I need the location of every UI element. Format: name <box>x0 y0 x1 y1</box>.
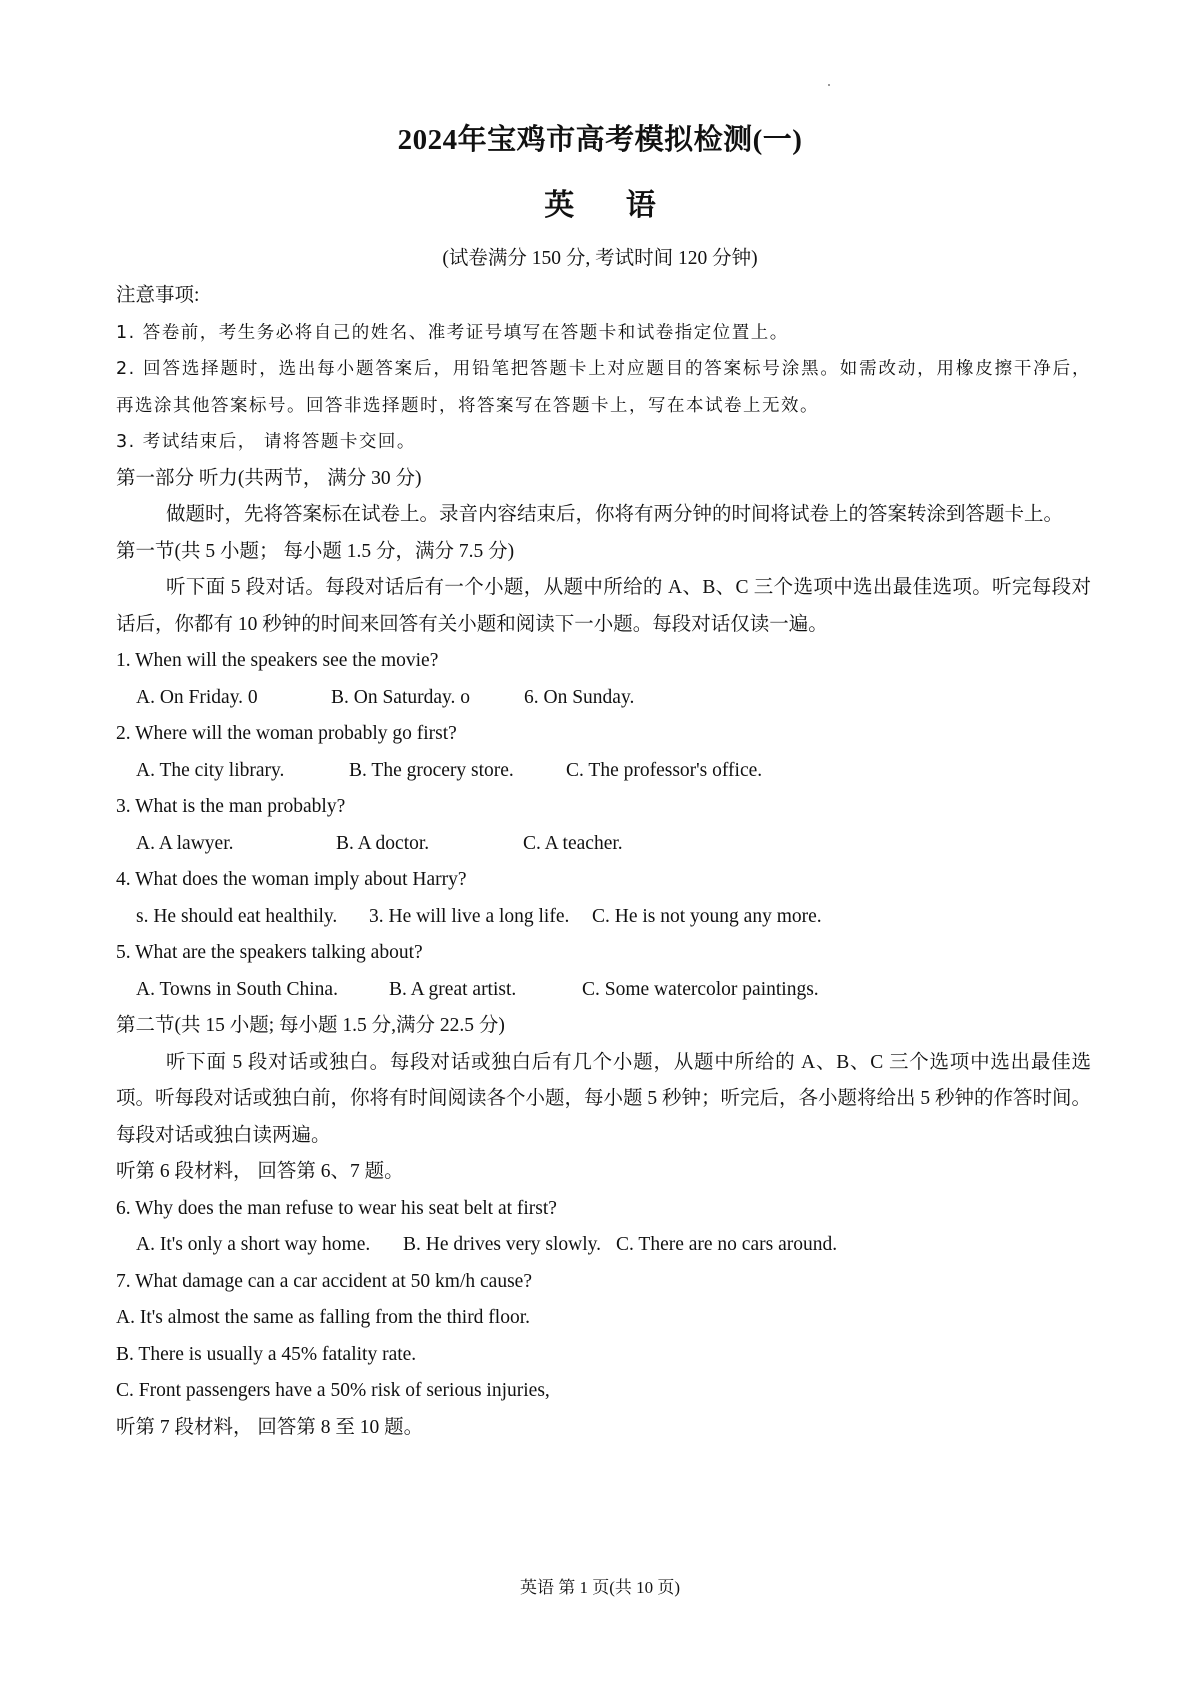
material-7-heading: 听第 7 段材料， 回答第 8 至 10 题。 <box>116 1416 424 1438</box>
notice-item: 1. 答卷前，考生务必将自己的姓名、准考证号填写在答题卡和试卷指定位置上。 <box>116 322 789 343</box>
option-a: A. A lawyer. <box>136 832 234 854</box>
question-1-options <box>116 680 1091 717</box>
option-c: C. Front passengers have a 50% risk of serious injuries, <box>116 1380 550 1401</box>
section1-heading: 第一节(共 5 小题； 每小题 1.5 分，满分 7.5 分) <box>116 540 515 562</box>
option-b: B. A doctor. <box>336 832 430 854</box>
section2-instruction: 听下面 5 段对话或独白。每段对话或独白后有几个小题，从题中所给的 A、B、C 三个选项中选出最佳选项。听每段对话或独白前，你将有时间阅读各个小题，每小题 5 秒钟；听完后，各小题将给出 5 秒钟的作答时间。每段对话或独白读两遍。 <box>116 1051 1092 1146</box>
part1-instruction: 做题时，先将答案标在试卷上。录音内容结束后，你将有两分钟的时间将试卷上的答案转涂到答题卡上。 <box>166 504 1064 525</box>
question-6-options <box>116 1227 1091 1264</box>
page-footer: 英语 第 1 页(共 10 页) <box>519 1578 681 1597</box>
question-5-options <box>116 972 1091 1009</box>
notice-item: 2. 回答选择题时，选出每小题答案后，用铅笔把答题卡上对应题目的答案标号涂黑。如需改动，用橡皮擦干净后，再选涂其他答案标号。回答非选择题时，将答案写在答题卡上，写在本试卷上无效。 <box>116 359 1091 416</box>
question-4: 4. What does the woman imply about Harry? <box>116 869 467 890</box>
question-4-options <box>116 899 1091 936</box>
part1-heading: 第一部分 听力(共两节， 满分 30 分) <box>116 467 422 489</box>
option-c: C. There are no cars around. <box>616 1234 838 1255</box>
option-c: C. A teacher. <box>523 832 623 854</box>
question-3-options <box>116 826 1091 863</box>
option-c: C. He is not young any more. <box>592 905 822 927</box>
section2-heading: 第二节(共 15 小题; 每小题 1.5 分,满分 22.5 分) <box>116 1015 505 1036</box>
question-6: 6. Why does the man refuse to wear his seat belt at first? <box>116 1197 557 1219</box>
option-c: C. The professor's office. <box>566 759 763 781</box>
scan-speck <box>828 84 830 86</box>
option-c: 6. On Sunday. <box>524 686 635 708</box>
option-b: B. A great artist. <box>389 978 517 1000</box>
option-a: A. Towns in South China. <box>136 978 338 1000</box>
question-5: 5. What are the speakers talking about? <box>116 942 423 963</box>
question-1: 1. When will the speakers see the movie? <box>116 650 439 671</box>
option-a: A. It's only a short way home. <box>136 1234 371 1255</box>
option-b: B. There is usually a 45% fatality rate. <box>116 1343 417 1365</box>
option-a: A. On Friday. 0 <box>136 686 258 708</box>
option-a: A. The city library. <box>136 759 285 781</box>
notice-heading: 注意事项: <box>116 285 200 306</box>
option-c: C. Some watercolor paintings. <box>582 978 819 1000</box>
option-b: 3. He will live a long life. <box>369 905 570 927</box>
question-7: 7. What damage can a car accident at 50 km/h cause? <box>116 1270 532 1292</box>
subject-title: 英 语 <box>544 189 678 222</box>
option-a: A. It's almost the same as falling from the third floor. <box>116 1307 531 1328</box>
score-time-note: (试卷满分 150 分, 考试时间 120 分钟) <box>442 248 758 269</box>
section1-instruction: 听下面 5 段对话。每段对话后有一个小题，从题中所给的 A、B、C 三个选项中选出最佳选项。听完每段对话后，你都有 10 秒钟的时间来回答有关小题和阅读下一小题。每段对话仅读一遍。 <box>116 577 1091 635</box>
exam-title: 2024年宝鸡市高考模拟检测(一) <box>397 124 803 156</box>
notice-item: 3. 考试结束后， 请将答题卡交回。 <box>116 432 416 452</box>
option-b: B. On Saturday. o <box>331 686 471 708</box>
option-b: B. The grocery store. <box>349 759 514 781</box>
material-6-heading: 听第 6 段材料， 回答第 6、7 题。 <box>116 1161 404 1182</box>
question-3: 3. What is the man probably? <box>116 796 346 817</box>
option-a: s. He should eat healthily. <box>136 905 338 927</box>
option-b: B. He drives very slowly. <box>403 1234 602 1255</box>
question-2-options <box>116 753 1091 790</box>
question-2: 2. Where will the woman probably go first? <box>116 723 457 744</box>
exam-body <box>116 278 1091 1446</box>
